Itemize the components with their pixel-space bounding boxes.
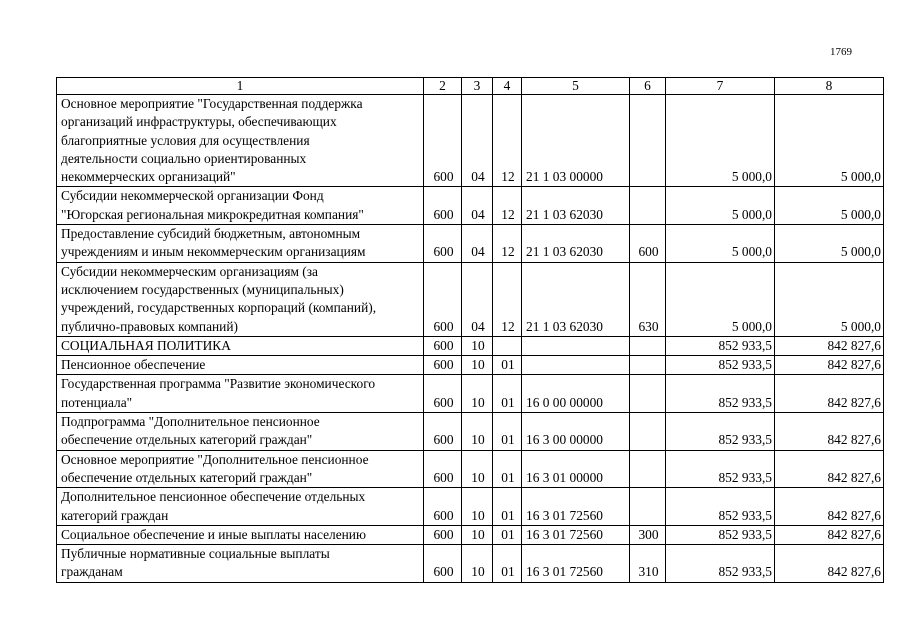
section-code-cell: 10: [462, 413, 493, 451]
section-code-cell: 04: [462, 262, 493, 336]
subsection-code-cell: 01: [493, 375, 522, 413]
amount-year-2-cell: 842 827,6: [775, 413, 884, 451]
ministry-code-cell: 600: [424, 545, 462, 583]
row-name-line: Пенсионное обеспечение: [61, 357, 206, 373]
amount-year-2-cell: 5 000,0: [775, 262, 884, 336]
target-article-cell: 21 1 03 00000: [522, 95, 630, 187]
table-row: [57, 545, 884, 583]
amount-year-2-cell: 842 827,6: [775, 450, 884, 488]
row-name-cell: [57, 225, 424, 263]
header-col-2: 2: [424, 78, 462, 95]
section-code-cell: 04: [462, 187, 493, 225]
target-article-cell: 16 3 01 72560: [522, 545, 630, 583]
expense-type-cell: [630, 356, 666, 375]
expense-type-cell: [630, 187, 666, 225]
row-name-cell: [57, 375, 424, 413]
row-name-line: Основное мероприятие "Государственная поддержка: [61, 96, 363, 111]
table-row: [57, 95, 884, 187]
amount-year-2-cell: 842 827,6: [775, 356, 884, 375]
target-article-cell: 16 3 00 00000: [522, 413, 630, 451]
amount-year-2-cell: 842 827,6: [775, 525, 884, 544]
row-name-cell: [57, 413, 424, 451]
table-row: [57, 375, 884, 413]
amount-year-1-cell: 852 933,5: [666, 545, 775, 583]
target-article-cell: 21 1 03 62030: [522, 225, 630, 263]
section-code-cell: 10: [462, 545, 493, 583]
amount-year-1-cell: 852 933,5: [666, 450, 775, 488]
row-name-line: категорий граждан: [61, 507, 169, 523]
row-name-line: учреждений, государственных корпораций (компаний),: [61, 300, 377, 316]
row-name-line: исключением государственных (муниципальных): [61, 281, 344, 297]
table-row: [57, 413, 884, 451]
row-name-line: некоммерческих организаций": [61, 169, 236, 185]
section-code-cell: 10: [462, 375, 493, 413]
subsection-code-cell: 01: [493, 525, 522, 544]
row-name-line: учреждениям и иным некоммерческим организациям: [61, 244, 366, 260]
table-row: [57, 262, 884, 336]
header-col-4: 4: [493, 78, 522, 95]
expense-type-cell: 600: [630, 225, 666, 263]
row-name-cell: [57, 450, 424, 488]
amount-year-1-cell: 852 933,5: [666, 356, 775, 375]
row-name-line: гражданам: [61, 564, 123, 580]
ministry-code-cell: 600: [424, 375, 462, 413]
row-name-cell: [57, 525, 424, 544]
row-name-line: Субсидии некоммерческой организации Фонд: [61, 188, 324, 204]
row-name-cell: [57, 187, 424, 225]
amount-year-1-cell: 5 000,0: [666, 262, 775, 336]
target-article-cell: [522, 356, 630, 375]
row-name-line: Предоставление субсидий бюджетным, автономным: [61, 226, 361, 242]
subsection-code-cell: 01: [493, 413, 522, 451]
row-name-line: "Югорская региональная микрокредитная компания": [61, 206, 364, 222]
ministry-code-cell: 600: [424, 413, 462, 451]
expense-type-cell: 300: [630, 525, 666, 544]
table-row: [57, 225, 884, 263]
ministry-code-cell: 600: [424, 336, 462, 355]
row-name-line: Публичные нормативные социальные выплаты: [61, 546, 330, 562]
ministry-code-cell: 600: [424, 450, 462, 488]
table-row: [57, 525, 884, 544]
row-name-line: обеспечение отдельных категорий граждан": [61, 469, 313, 485]
ministry-code-cell: 600: [424, 95, 462, 187]
subsection-code-cell: 12: [493, 262, 522, 336]
ministry-code-cell: 600: [424, 225, 462, 263]
table-row: [57, 187, 884, 225]
header-col-8: 8: [775, 78, 884, 95]
row-name-line: потенциала": [61, 394, 133, 410]
expense-type-cell: [630, 413, 666, 451]
subsection-code-cell: 01: [493, 450, 522, 488]
row-name-line: Дополнительное пенсионное обеспечение отдельных: [61, 489, 366, 505]
table-row: [57, 488, 884, 526]
amount-year-2-cell: 842 827,6: [775, 336, 884, 355]
row-name-line: Субсидии некоммерческим организациям (за: [61, 263, 319, 279]
amount-year-1-cell: 852 933,5: [666, 488, 775, 526]
row-name-cell: [57, 336, 424, 355]
ministry-code-cell: 600: [424, 262, 462, 336]
table-row: [57, 336, 884, 355]
expense-type-cell: [630, 95, 666, 187]
expense-type-cell: [630, 488, 666, 526]
amount-year-1-cell: 5 000,0: [666, 95, 775, 187]
header-col-3: 3: [462, 78, 493, 95]
table-body: [57, 95, 884, 583]
row-name-cell: [57, 356, 424, 375]
amount-year-1-cell: 852 933,5: [666, 336, 775, 355]
section-code-cell: 10: [462, 525, 493, 544]
ministry-code-cell: 600: [424, 488, 462, 526]
budget-table: [56, 77, 884, 583]
row-name-line: СОЦИАЛЬНАЯ ПОЛИТИКА: [61, 337, 231, 353]
row-name-line: Социальное обеспечение и иные выплаты населению: [61, 526, 366, 542]
section-code-cell: 04: [462, 225, 493, 263]
expense-type-cell: 630: [630, 262, 666, 336]
row-name-line: деятельности социально ориентированных: [61, 150, 307, 166]
expense-type-cell: [630, 450, 666, 488]
target-article-cell: 16 3 01 72560: [522, 525, 630, 544]
amount-year-1-cell: 852 933,5: [666, 413, 775, 451]
header-col-6: 6: [630, 78, 666, 95]
section-code-cell: 10: [462, 488, 493, 526]
amount-year-2-cell: 842 827,6: [775, 375, 884, 413]
row-name-cell: [57, 545, 424, 583]
target-article-cell: 16 0 00 00000: [522, 375, 630, 413]
subsection-code-cell: 12: [493, 95, 522, 187]
row-name-cell: [57, 488, 424, 526]
section-code-cell: 04: [462, 95, 493, 187]
subsection-code-cell: 12: [493, 225, 522, 263]
amount-year-1-cell: 852 933,5: [666, 375, 775, 413]
header-col-1: 1: [57, 78, 424, 95]
subsection-code-cell: 12: [493, 187, 522, 225]
section-code-cell: 10: [462, 450, 493, 488]
row-name-line: публично-правовых компаний): [61, 318, 238, 334]
target-article-cell: 16 3 01 00000: [522, 450, 630, 488]
amount-year-2-cell: 5 000,0: [775, 187, 884, 225]
table-header: [57, 78, 884, 95]
row-name-line: благоприятные условия для осуществления: [61, 132, 310, 148]
amount-year-2-cell: 5 000,0: [775, 225, 884, 263]
amount-year-1-cell: 5 000,0: [666, 187, 775, 225]
subsection-code-cell: 01: [493, 356, 522, 375]
header-col-7: 7: [666, 78, 775, 95]
row-name-line: Государственная программа "Развитие экономического: [61, 376, 376, 392]
table-row: [57, 356, 884, 375]
row-name-cell: [57, 262, 424, 336]
amount-year-1-cell: 5 000,0: [666, 225, 775, 263]
ministry-code-cell: 600: [424, 525, 462, 544]
row-name-cell: [57, 95, 424, 187]
row-name-line: Подпрограмма "Дополнительное пенсионное: [61, 414, 320, 430]
amount-year-2-cell: 842 827,6: [775, 488, 884, 526]
target-article-cell: 21 1 03 62030: [522, 187, 630, 225]
subsection-code-cell: 01: [493, 545, 522, 583]
row-name-line: организаций инфраструктуры, обеспечивающих: [61, 114, 337, 130]
subsection-code-cell: [493, 336, 522, 355]
subsection-code-cell: 01: [493, 488, 522, 526]
target-article-cell: 16 3 01 72560: [522, 488, 630, 526]
target-article-cell: [522, 336, 630, 355]
row-name-line: обеспечение отдельных категорий граждан": [61, 432, 313, 448]
table-row: [57, 450, 884, 488]
amount-year-1-cell: 852 933,5: [666, 525, 775, 544]
amount-year-2-cell: 5 000,0: [775, 95, 884, 187]
amount-year-2-cell: 842 827,6: [775, 545, 884, 583]
ministry-code-cell: 600: [424, 356, 462, 375]
section-code-cell: 10: [462, 356, 493, 375]
expense-type-cell: [630, 375, 666, 413]
row-name-line: Основное мероприятие "Дополнительное пенсионное: [61, 451, 369, 467]
ministry-code-cell: 600: [424, 187, 462, 225]
header-col-5: 5: [522, 78, 630, 95]
page-number: 1769: [830, 46, 852, 58]
expense-type-cell: 310: [630, 545, 666, 583]
header-row: [57, 78, 884, 95]
section-code-cell: 10: [462, 336, 493, 355]
expense-type-cell: [630, 336, 666, 355]
target-article-cell: 21 1 03 62030: [522, 262, 630, 336]
